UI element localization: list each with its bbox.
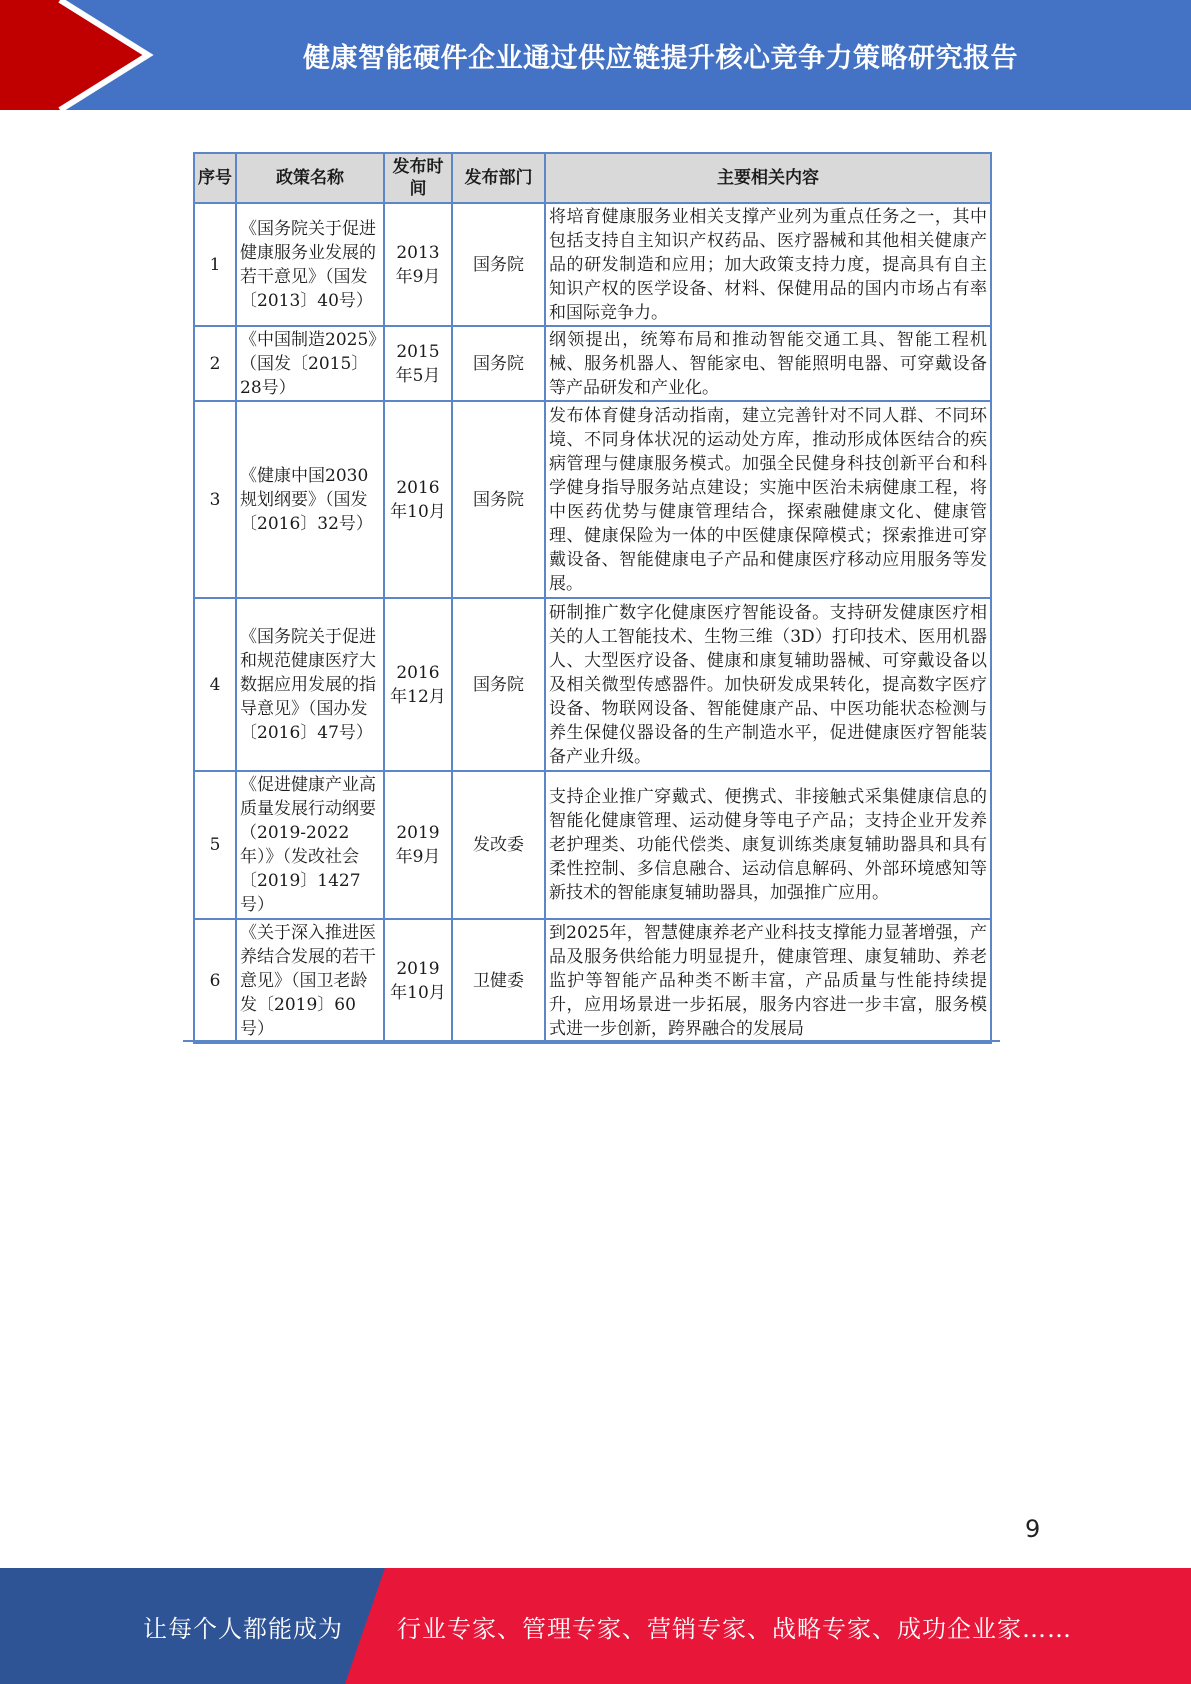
cell-index: 6 xyxy=(194,919,236,1043)
cell-time: 2019年9月 xyxy=(384,771,452,919)
table-header-row xyxy=(194,153,991,203)
cell-dept: 国务院 xyxy=(452,598,545,771)
report-title: 健康智能硬件企业通过供应链提升核心竞争力策略研究报告 xyxy=(303,42,1018,74)
cell-content: 纲领提出，统筹布局和推动智能交通工具、智能工程机械、服务机器人、智能家电、智能照明电器、可穿戴设备等产品研发和产业化。 xyxy=(545,326,991,401)
cell-policy-name: 《国务院关于促进健康服务业发展的若干意见》（国发〔2013〕40号） xyxy=(236,203,384,326)
cell-dept: 发改委 xyxy=(452,771,545,919)
cell-policy-name: 《健康中国2030规划纲要》（国发〔2016〕32号） xyxy=(236,401,384,598)
page-number: 9 xyxy=(1025,1515,1041,1543)
cell-policy-name: 《中国制造2025》（国发〔2015〕28号） xyxy=(236,326,384,401)
cell-time: 2019年10月 xyxy=(384,919,452,1043)
cell-dept: 国务院 xyxy=(452,401,545,598)
cell-dept: 国务院 xyxy=(452,203,545,326)
cell-content: 到2025年，智慧健康养老产业科技支撑能力显著增强，产品及服务供给能力明显提升，健康管理、康复辅助、养老监护等智能产品种类不断丰富，产品质量与性能持续提升，应用场景进一步拓展，服务内容进一步丰富，服务模式进一步创新，跨界融合的发展局 xyxy=(545,919,991,1043)
cell-dept: 国务院 xyxy=(452,326,545,401)
table-row xyxy=(194,598,991,771)
cell-index: 3 xyxy=(194,401,236,598)
cell-policy-name: 《国务院关于促进和规范健康医疗大数据应用发展的指导意见》（国办发〔2016〕47号） xyxy=(236,598,384,771)
cell-time: 2016年12月 xyxy=(384,598,452,771)
cell-time: 2013年9月 xyxy=(384,203,452,326)
cell-dept: 卫健委 xyxy=(452,919,545,1043)
cell-index: 5 xyxy=(194,771,236,919)
col-header-time: 发布时间 xyxy=(384,153,452,203)
cell-content: 支持企业推广穿戴式、便携式、非接触式采集健康信息的智能化健康管理、运动健身等电子产品；支持企业开发养老护理类、功能代偿类、康复训练类康复辅助器具和具有柔性控制、多信息融合、运动信息解码、外部环境感知等新技术的智能康复辅助器具，加强推广应用。 xyxy=(545,771,991,919)
cell-time: 2015年5月 xyxy=(384,326,452,401)
col-header-index: 序号 xyxy=(194,153,236,203)
cell-content: 研制推广数字化健康医疗智能设备。支持研发健康医疗相关的人工智能技术、生物三维（3D）打印技术、医用机器人、大型医疗设备、健康和康复辅助器械、可穿戴设备以及相关微型传感器件。加快研发成果转化，提高数字医疗设备、物联网设备、智能健康产品、中医功能状态检测与养生保健仪器设备的生产制造水平，促进健康医疗智能装备产业升级。 xyxy=(545,598,991,771)
page-footer xyxy=(0,1568,1191,1684)
header-arrow-graphic xyxy=(0,0,160,110)
cell-content: 发布体育健身活动指南，建立完善针对不同人群、不同环境、不同身体状况的运动处方库，推动形成体医结合的疾病管理与健康服务模式。加强全民健身科技创新平台和科学健身指导服务站点建设；实施中医治未病健康工程，将中医药优势与健康管理结合，探索融健康文化、健康管理、健康保险为一体的中医健康保障模式；探索推进可穿戴设备、智能健康电子产品和健康医疗移动应用服务等发展。 xyxy=(545,401,991,598)
table-row xyxy=(194,326,991,401)
col-header-dept: 发布部门 xyxy=(452,153,545,203)
cell-policy-name: 《关于深入推进医养结合发展的若干意见》（国卫老龄发〔2019〕60号） xyxy=(236,919,384,1043)
cell-time: 2016年10月 xyxy=(384,401,452,598)
table-row xyxy=(194,401,991,598)
cell-index: 2 xyxy=(194,326,236,401)
col-header-content: 主要相关内容 xyxy=(545,153,991,203)
cell-policy-name: 《促进健康产业高质量发展行动纲要（2019-2022年）》（发改社会〔2019〕1427号） xyxy=(236,771,384,919)
footer-slogan-right: 行业专家、管理专家、营销专家、战略专家、成功企业家…… xyxy=(397,1614,1072,1643)
table-bottom-rule xyxy=(183,1040,1000,1042)
table-row xyxy=(194,919,991,1043)
table-row xyxy=(194,203,991,326)
cell-index: 4 xyxy=(194,598,236,771)
col-header-name: 政策名称 xyxy=(236,153,384,203)
policy-table xyxy=(193,152,992,1044)
cell-content: 将培育健康服务业相关支撑产业列为重点任务之一，其中包括支持自主知识产权药品、医疗器械和其他相关健康产品的研发制造和应用；加大政策支持力度，提高具有自主知识产权的医学设备、材料、保健用品的国内市场占有率和国际竞争力。 xyxy=(545,203,991,326)
page-header xyxy=(0,0,1191,110)
cell-index: 1 xyxy=(194,203,236,326)
footer-slogan-left: 让每个人都能成为 xyxy=(143,1614,343,1643)
table-row xyxy=(194,771,991,919)
